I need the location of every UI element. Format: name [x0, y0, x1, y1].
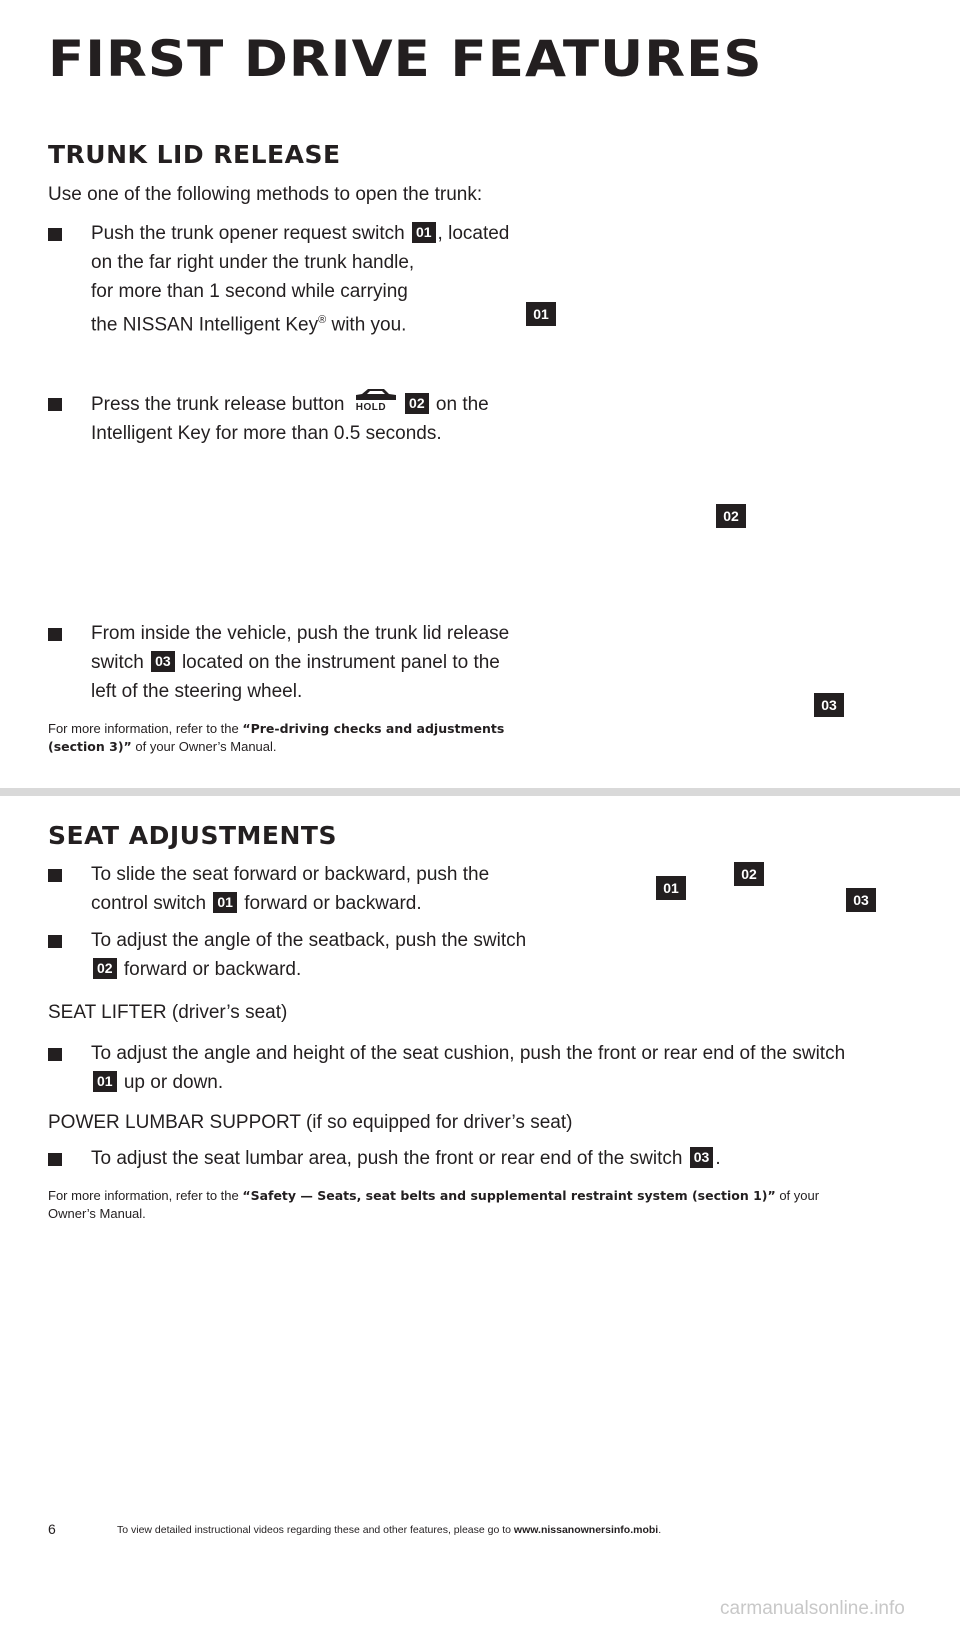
trunk-bullet-2: Press the trunk release button HOLD 02 on the Intelligent Key for more than 0.5 seconds. [48, 389, 568, 448]
page-title: FIRST DRIVE FEATURES [48, 30, 763, 88]
seat-bullet-3: To adjust the angle and height of the seat cushion, push the front or rear end of the switch 01 up or down. [48, 1039, 928, 1097]
seat-figure-callout-02: 02 [734, 862, 764, 886]
seat-bullet-4: To adjust the seat lumbar area, push the front or rear end of the switch 03 . [48, 1144, 928, 1173]
seat-figure-callout-01: 01 [656, 876, 686, 900]
watermark: carmanualsonline.info [720, 1598, 905, 1619]
callout-badge: 03 [151, 651, 175, 672]
figure-callout-01: 01 [526, 302, 556, 326]
footer-note: To view detailed instructional videos regarding these and other features, please go to www.nissanownersinfo.mobi. [117, 1524, 662, 1536]
trunk-intro: Use one of the following methods to open the trunk: [48, 184, 483, 205]
bullet-square-icon [48, 398, 62, 411]
trunk-bullet-3: From inside the vehicle, push the trunk lid release switch 03 located on the instrument panel to the left of the steering wheel. [48, 619, 568, 706]
trunk-section-title: TRUNK LID RELEASE [48, 140, 341, 169]
seat-reference-note: For more information, refer to the “Safety — Seats, seat belts and supplemental restraint system (section 1)” of your Owner’s Manual. [48, 1188, 820, 1221]
seat-section-title: SEAT ADJUSTMENTS [48, 821, 337, 850]
footer-link[interactable]: www.nissanownersinfo.mobi [513, 1524, 659, 1536]
figure-callout-02: 02 [716, 504, 746, 528]
callout-badge: 02 [405, 393, 429, 414]
bullet-square-icon [48, 935, 62, 948]
page-number: 6 [48, 1521, 56, 1537]
seat-bullet-1: To slide the seat forward or backward, push the control switch 01 forward or backward. [48, 860, 588, 918]
callout-badge: 01 [93, 1071, 117, 1092]
bullet-square-icon [48, 1048, 62, 1061]
seat-bullet-2: To adjust the angle of the seatback, push the switch 02 forward or backward. [48, 926, 608, 984]
bullet-square-icon [48, 628, 62, 641]
seat-figure-callout-03: 03 [846, 888, 876, 912]
callout-badge: 03 [690, 1147, 714, 1168]
callout-badge: 01 [412, 222, 436, 243]
bullet-square-icon [48, 228, 62, 241]
section-divider [0, 788, 960, 796]
bullet-square-icon [48, 1153, 62, 1166]
trunk-hold-icon: HOLD [354, 389, 398, 415]
trunk-reference-note: For more information, refer to the “Pre-driving checks and adjustments (section 3)” of your Owner’s Manual. [48, 721, 505, 754]
trunk-bullet-1: Push the trunk opener request switch 01 , located on the far right under the trunk handle, for more than 1 second while carrying the NISSAN Intelligent Key® with you. [48, 219, 568, 339]
seat-lifter-label: SEAT LIFTER (driver’s seat) [48, 1002, 288, 1023]
figure-callout-03: 03 [814, 693, 844, 717]
bullet-square-icon [48, 869, 62, 882]
power-lumbar-label: POWER LUMBAR SUPPORT (if so equipped for driver’s seat) [48, 1112, 573, 1133]
callout-badge: 02 [93, 958, 117, 979]
callout-badge: 01 [213, 892, 237, 913]
